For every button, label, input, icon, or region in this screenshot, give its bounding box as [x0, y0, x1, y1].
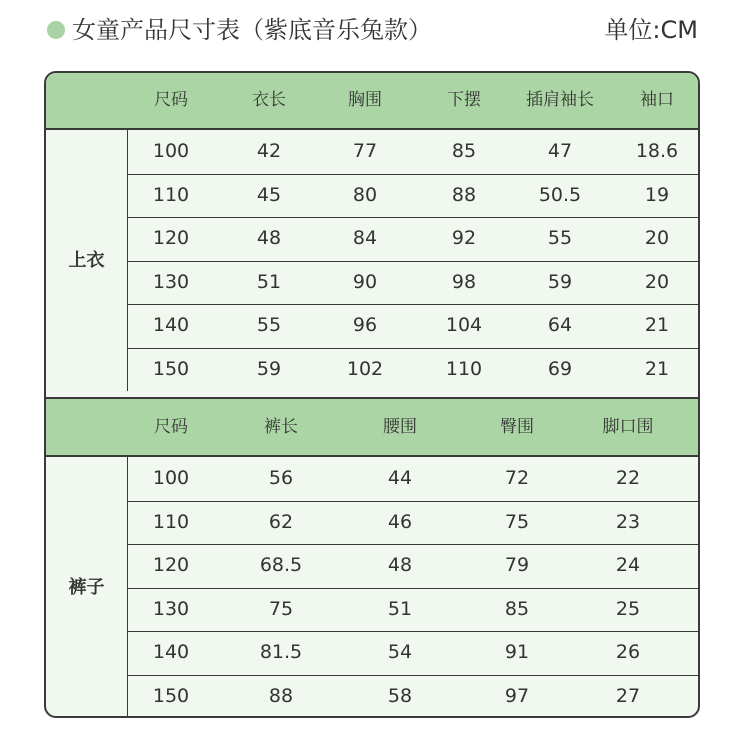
pants-table-cell: 72 — [504, 467, 530, 489]
top-table-cell: 69 — [547, 357, 573, 380]
pants-table-cell: 81.5 — [259, 641, 303, 663]
pants-table-cell: 75 — [268, 597, 294, 620]
pants-table-cell: 62 — [268, 510, 294, 533]
pants-table-cell: 46 — [387, 510, 413, 533]
top-header-cell: 衣长 — [252, 90, 286, 110]
pants-table-cell: 58 — [387, 684, 413, 707]
unit-label: 单位:CM — [604, 16, 698, 44]
top-table-cell: 18.6 — [635, 140, 679, 162]
pants-table-cell: 25 — [615, 597, 641, 620]
pants-header-cell: 脚口围 — [602, 417, 654, 437]
pants-table-cell: 110 — [152, 510, 190, 533]
pants-table-cell: 26 — [615, 641, 641, 663]
top-side-label: 上衣 — [68, 250, 105, 271]
pants-table-cell: 97 — [504, 684, 530, 707]
top-table-cell: 110 — [152, 183, 190, 206]
pants-table-cell: 88 — [268, 684, 294, 707]
page-header — [0, 0, 750, 64]
top-header-cell: 袖口 — [640, 90, 674, 110]
top-table-cell: 104 — [445, 314, 483, 336]
top-table-cell: 140 — [152, 314, 190, 336]
top-table-cell: 20 — [644, 270, 670, 293]
pants-table-cell: 150 — [152, 684, 190, 707]
top-table-cell: 88 — [451, 183, 477, 206]
top-header-cell: 下摆 — [447, 90, 481, 110]
top-table-cell: 150 — [152, 357, 190, 380]
pants-header-cell: 腰围 — [383, 417, 417, 437]
top-table-cell: 21 — [644, 357, 670, 380]
pants-table-cell: 79 — [504, 554, 530, 576]
top-table-cell: 51 — [256, 270, 282, 293]
top-table-cell: 77 — [352, 140, 378, 162]
top-table-cell: 84 — [352, 227, 378, 249]
pants-header-cell: 臀围 — [500, 417, 534, 437]
pants-table-cell: 27 — [615, 684, 641, 707]
pants-table-cell: 44 — [387, 467, 413, 489]
pants-table-cell: 100 — [152, 467, 190, 489]
pants-table-cell: 22 — [615, 467, 641, 489]
top-table-cell: 100 — [152, 140, 190, 162]
title-dot-icon — [47, 21, 65, 39]
top-table-cell: 48 — [256, 227, 282, 249]
pants-table-cell: 140 — [152, 641, 190, 663]
pants-table-cell: 75 — [504, 510, 530, 533]
top-table-cell: 110 — [445, 357, 483, 380]
pants-side-label: 裤子 — [68, 577, 105, 598]
pants-table-cell: 85 — [504, 597, 530, 620]
pants-table-cell: 23 — [615, 510, 641, 533]
top-table-cell: 90 — [352, 270, 378, 293]
top-table-cell: 92 — [451, 227, 477, 249]
top-table-cell: 59 — [256, 357, 282, 380]
top-table-cell: 102 — [346, 357, 384, 380]
top-table-cell: 50.5 — [538, 183, 582, 206]
top-table-cell: 55 — [256, 314, 282, 336]
top-table-cell: 64 — [547, 314, 573, 336]
top-table-cell: 21 — [644, 314, 670, 336]
top-table-cell: 47 — [547, 140, 573, 162]
top-header-cell: 胸围 — [348, 90, 382, 110]
top-table-cell: 19 — [644, 183, 670, 206]
pants-table-cell: 54 — [387, 641, 413, 663]
pants-header-cell: 尺码 — [154, 417, 188, 437]
pants-table-cell: 91 — [504, 641, 530, 663]
top-table-cell: 59 — [547, 270, 573, 293]
size-table — [44, 71, 700, 718]
top-table-cell: 45 — [256, 183, 282, 206]
top-table-cell: 80 — [352, 183, 378, 206]
top-table-cell: 85 — [451, 140, 477, 162]
top-table-cell: 42 — [256, 140, 282, 162]
page-title: 女童产品尺寸表（紫底音乐兔款） — [72, 16, 432, 44]
top-table-cell: 96 — [352, 314, 378, 336]
top-header-cell: 插肩袖长 — [526, 90, 594, 110]
pants-table-cell: 120 — [152, 554, 190, 576]
top-table-cell: 20 — [644, 227, 670, 249]
top-table-cell: 98 — [451, 270, 477, 293]
top-table-cell: 130 — [152, 270, 190, 293]
pants-table-cell: 48 — [387, 554, 413, 576]
pants-table-cell: 68.5 — [259, 554, 303, 576]
pants-table-cell: 130 — [152, 597, 190, 620]
top-table-cell: 55 — [547, 227, 573, 249]
pants-header-cell: 裤长 — [264, 417, 298, 437]
top-header-cell: 尺码 — [154, 90, 188, 110]
top-table-cell: 120 — [152, 227, 190, 249]
pants-table-cell: 24 — [615, 554, 641, 576]
pants-table-cell: 56 — [268, 467, 294, 489]
pants-table-cell: 51 — [387, 597, 413, 620]
